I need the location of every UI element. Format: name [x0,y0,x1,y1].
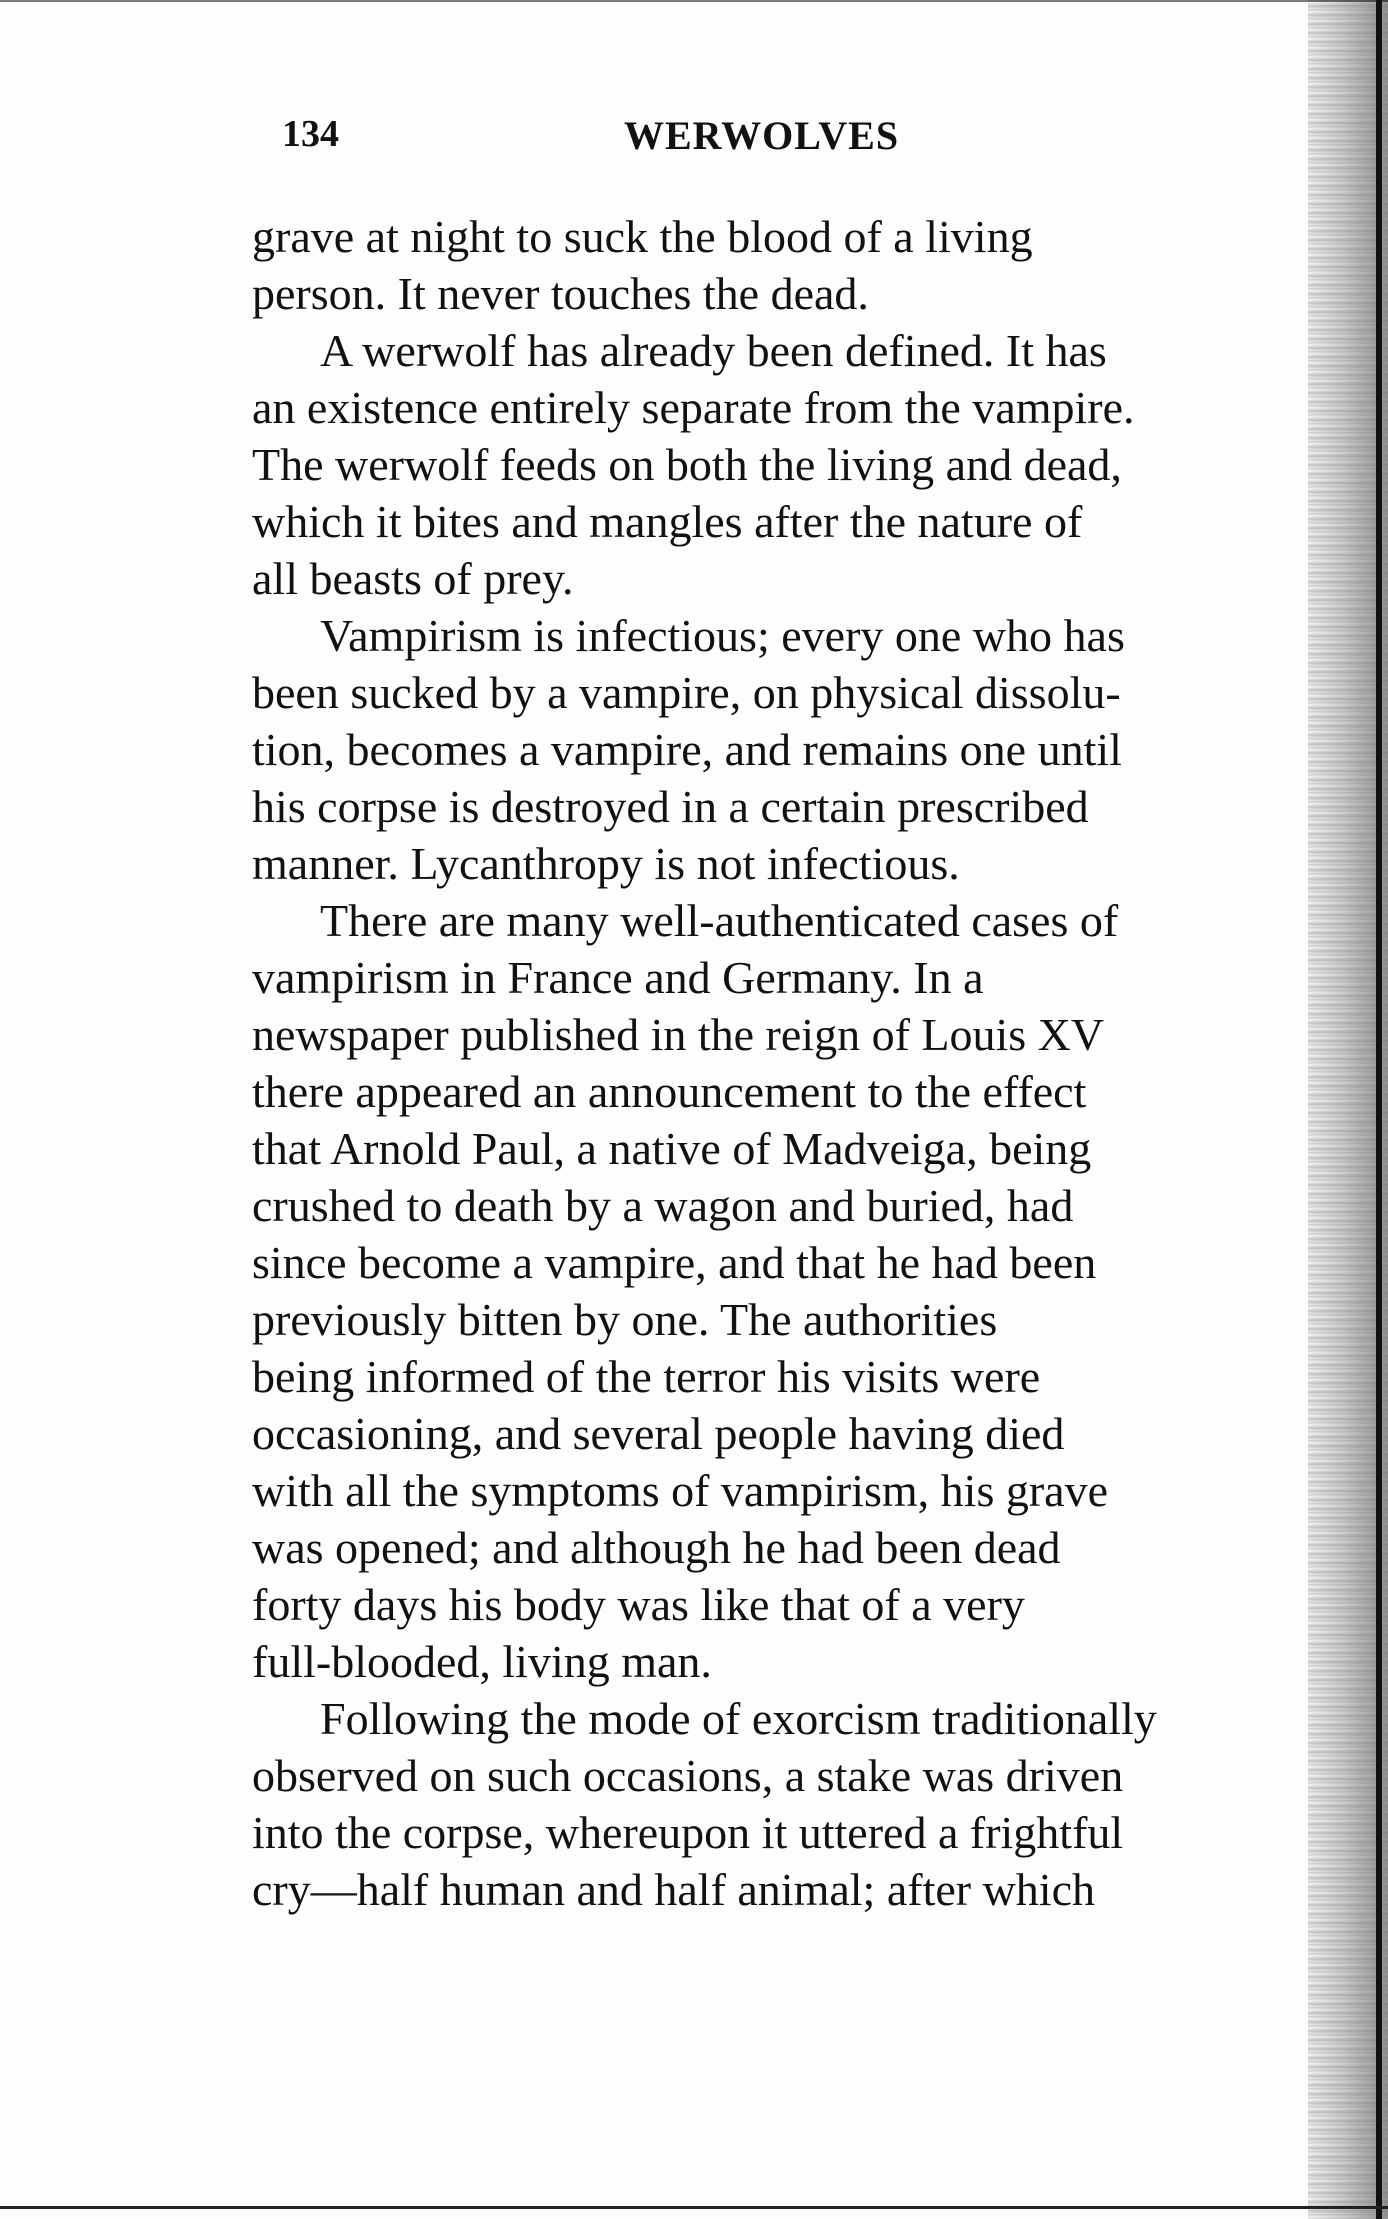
body-text [252,208,1287,1918]
page-bottom-edge [0,2206,1388,2209]
paragraph-start-line: There are many well-authenticated cases of [320,895,1119,946]
text-line: being informed of the terror his visits were [252,1351,1041,1402]
paragraph-start-line: Vampirism is infectious; every one who has [320,610,1125,661]
text-line: manner. Lycanthropy is not infectious. [252,838,960,889]
text-line: been sucked by a vampire, on physical dissolu- [252,667,1121,718]
page-edge-line [1376,0,1382,2219]
text-line: grave at night to suck the blood of a living [252,211,1033,262]
page-header [272,112,1272,172]
text-line: full-blooded, living man. [252,1636,712,1687]
text-line: forty days his body was like that of a very [252,1579,1025,1630]
text-line: newspaper published in the reign of Louis XV [252,1009,1105,1060]
text-line: that Arnold Paul, a native of Madveiga, being [252,1123,1092,1174]
text-line: The werwolf feeds on both the living and dead, [252,439,1122,490]
scan-top-edge [0,0,1388,2]
text-line: since become a vampire, and that he had been [252,1237,1097,1288]
paragraph-start-line: Following the mode of exorcism traditionally [320,1693,1157,1744]
page-number: 134 [282,113,339,155]
text-line: all beasts of prey. [252,553,574,604]
text-line: person. It never touches the dead. [252,268,869,319]
text-line: occasioning, and several people having died [252,1408,1065,1459]
text-line: his corpse is destroyed in a certain prescribed [252,781,1089,832]
paragraph-start-line: A werwolf has already been defined. It has [320,325,1107,376]
text-line: there appeared an announcement to the effect [252,1066,1087,1117]
text-line: tion, becomes a vampire, and remains one until [252,724,1122,775]
text-line: an existence entirely separate from the vampire. [252,382,1135,433]
text-line: with all the symptoms of vampirism, his grave [252,1465,1109,1516]
text-line: into the corpse, whereupon it uttered a frightful [252,1807,1124,1858]
text-line: which it bites and mangles after the nature of [252,496,1083,547]
text-line: was opened; and although he had been dead [252,1522,1061,1573]
text-line: previously bitten by one. The authorities [252,1294,998,1345]
text-line: vampirism in France and Germany. In a [252,952,984,1003]
text-line: cry—half human and half animal; after which [252,1864,1096,1915]
text-line: crushed to death by a wagon and buried, had [252,1180,1074,1231]
running-head: WERWOLVES [624,113,900,158]
text-line: observed on such occasions, a stake was driven [252,1750,1124,1801]
